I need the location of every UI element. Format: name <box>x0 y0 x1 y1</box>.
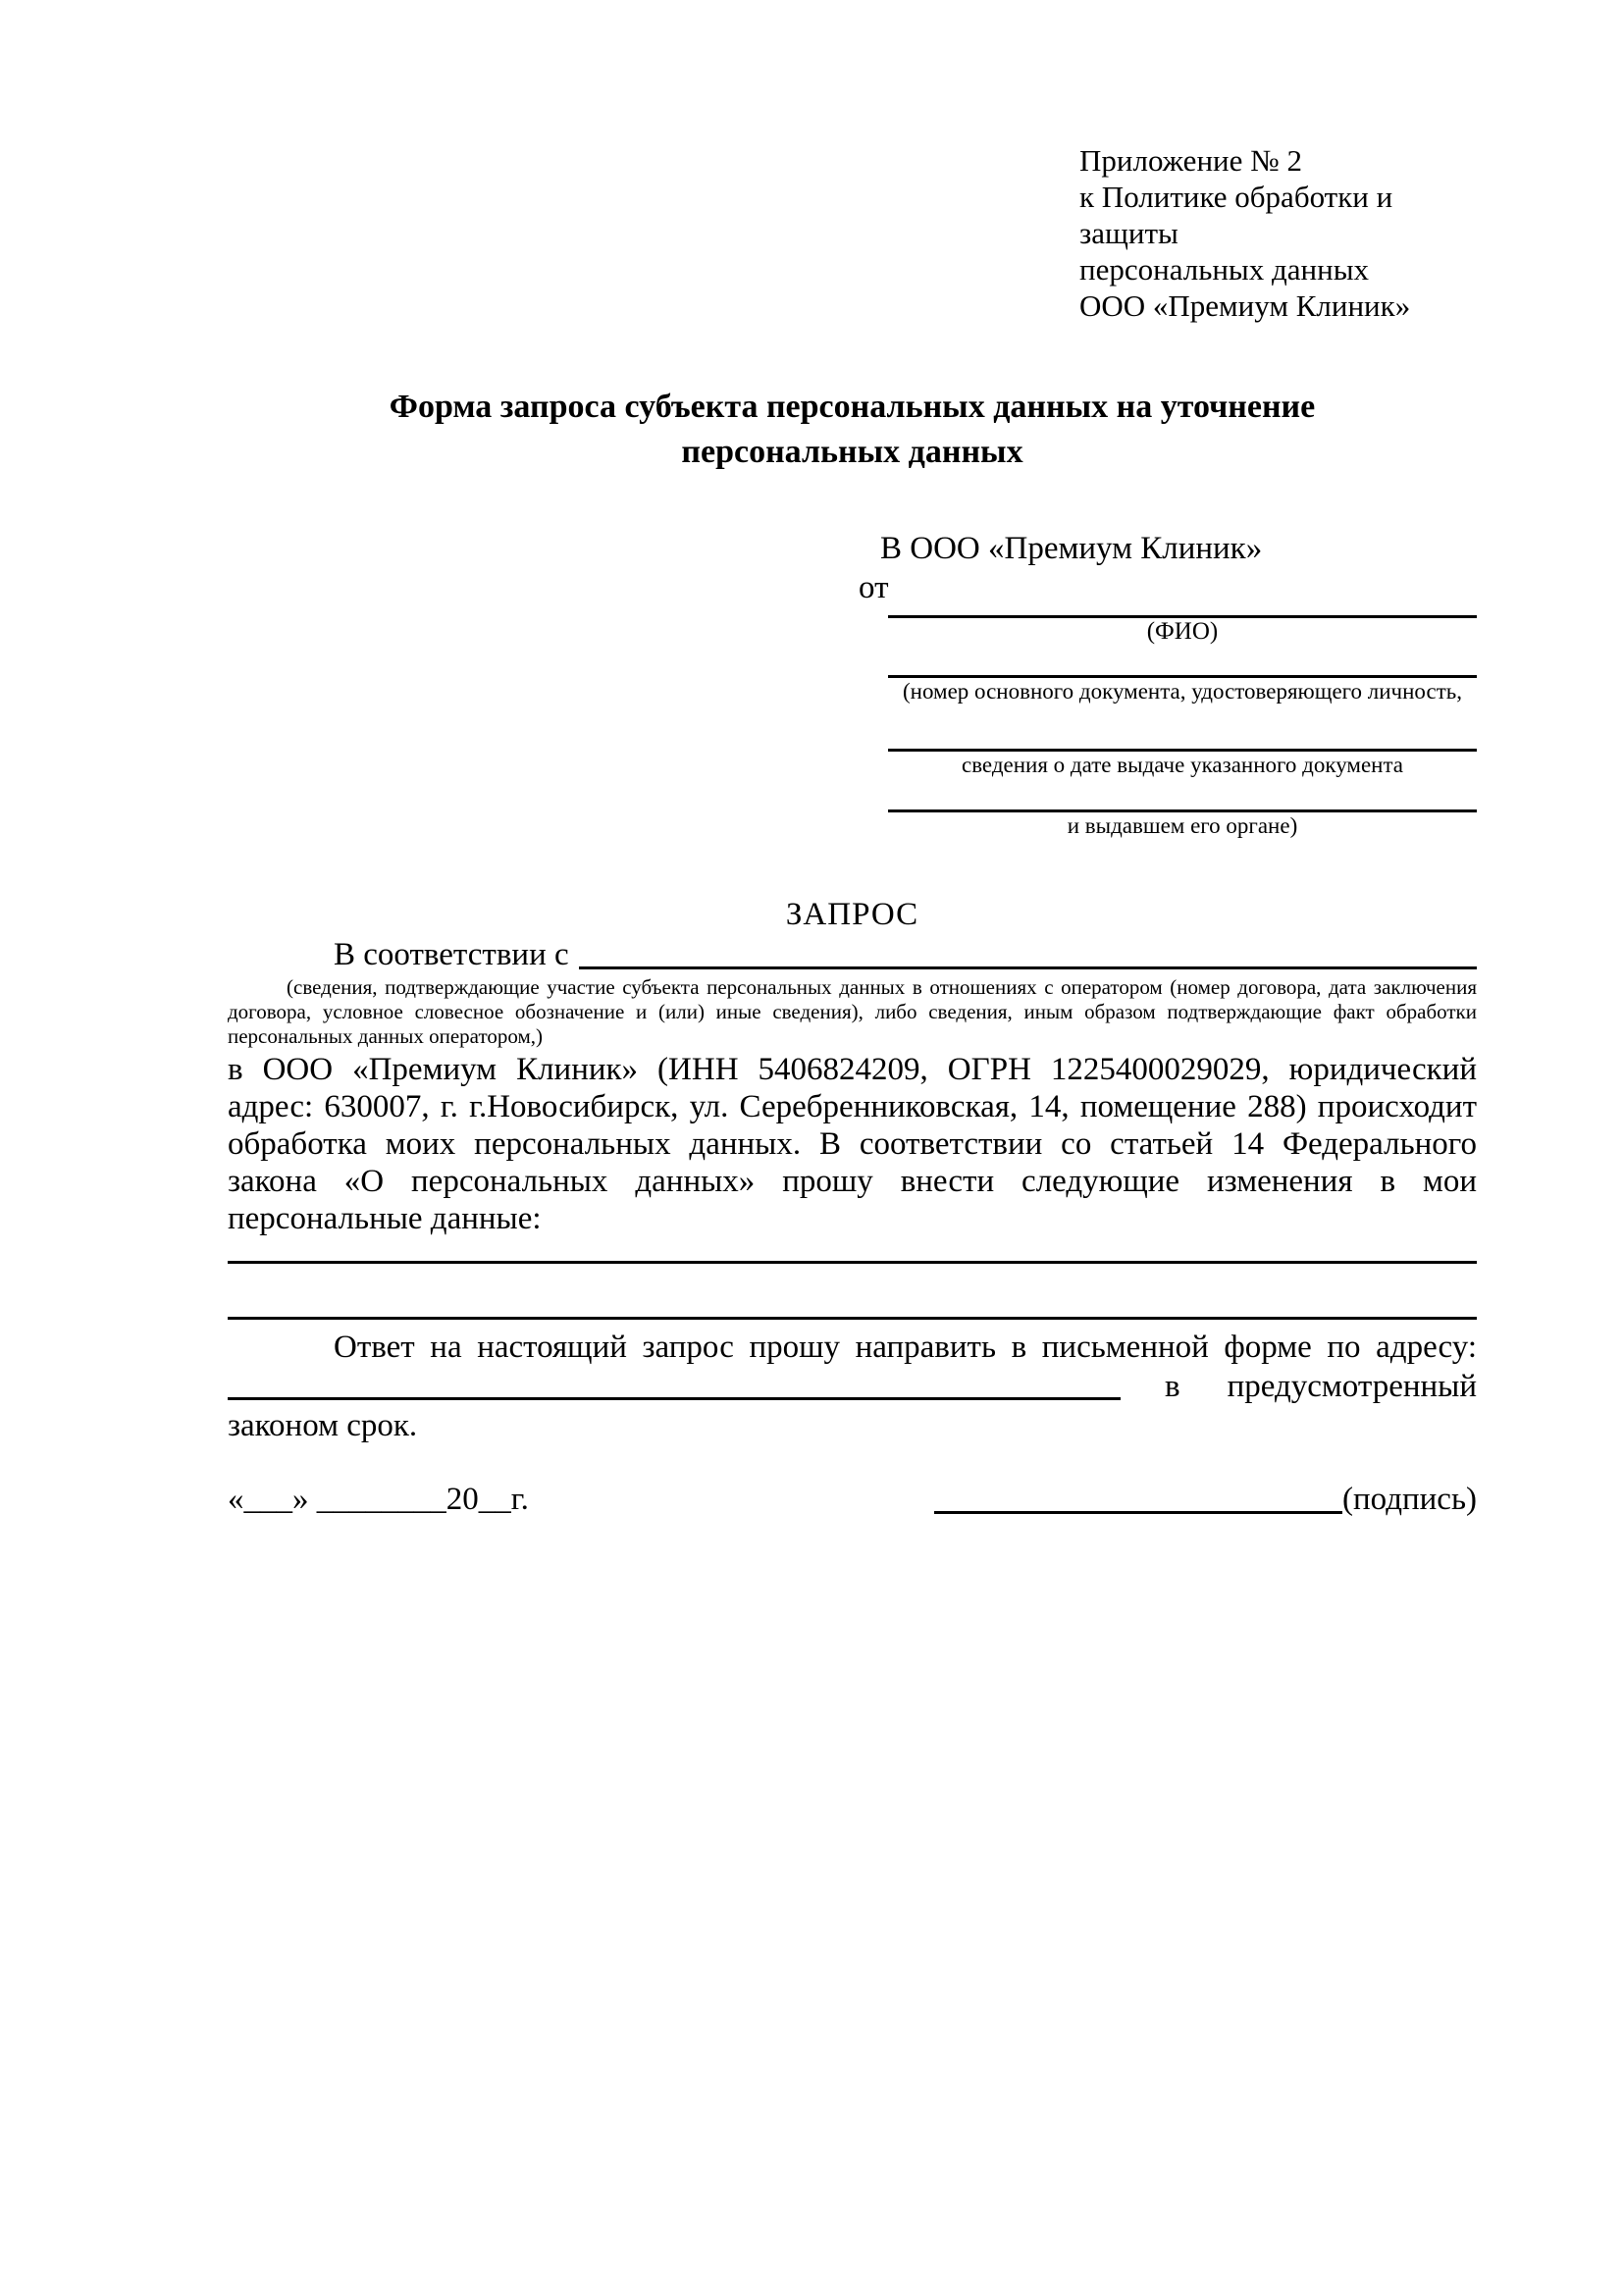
reply-address-row <box>228 1367 1477 1406</box>
addressee-from-label: от <box>859 570 889 605</box>
issuing-authority-caption: и выдавшем его органе) <box>1067 813 1298 838</box>
fio-field <box>888 615 1477 646</box>
basis-input-line[interactable] <box>579 966 1477 969</box>
form-title-line: персональных данных <box>681 434 1023 470</box>
reply-sentence-end: законом срок. <box>228 1408 418 1443</box>
changes-input-line-1[interactable] <box>228 1261 1477 1264</box>
date-template[interactable]: «___» ________20__г. <box>228 1482 529 1517</box>
appendix-line: ООО «Премиум Клиник» <box>1079 288 1411 323</box>
issuing-authority-field <box>888 809 1477 840</box>
signature-caption: (подпись) <box>1342 1482 1477 1517</box>
form-title <box>228 385 1477 475</box>
appendix-note <box>1079 142 1477 324</box>
reply-address-input-line[interactable] <box>228 1397 1121 1400</box>
reply-word: предусмотренный <box>1227 1369 1477 1404</box>
appendix-line: Приложение № 2 <box>1079 143 1302 178</box>
basis-label: В соответствии с <box>334 937 569 972</box>
basis-row <box>228 934 1477 975</box>
date-signature-row <box>228 1479 1477 1520</box>
request-heading: ЗАПРОС <box>785 897 919 932</box>
signature-input-line[interactable] <box>934 1511 1342 1514</box>
issue-date-field <box>888 749 1477 779</box>
fio-caption: (ФИО) <box>1146 618 1219 645</box>
appendix-line: к Политике обработки и защиты <box>1079 180 1393 250</box>
reply-sentence: Ответ на настоящий запрос прошу направить в письменной форме по адресу: <box>334 1330 1477 1365</box>
addressee-block <box>859 529 1477 840</box>
reply-word: в <box>1165 1369 1180 1404</box>
changes-input-line-2[interactable] <box>228 1317 1477 1320</box>
document-number-field <box>888 675 1477 705</box>
appendix-line: персональных данных <box>1079 252 1370 287</box>
request-body: в ООО «Премиум Клиник» (ИНН 5406824209, ОГРН 1225400029029, юридический адрес: 630007, г. г.Новосибирск, ул. Серебренниковская, 14, помещение 288) происходит обработка моих персональных данных. В соответствии со статьей 14 Федерального закона «О персональных данных» прошу внести следующие изменения в мои персональные данные: <box>228 1052 1477 1236</box>
issue-date-caption: сведения о дате выдаче указанного документа <box>961 753 1404 777</box>
form-title-line: Форма запроса субъекта персональных данных на уточнение <box>389 389 1316 425</box>
document-number-caption: (номер основного документа, удостоверяющего личность, <box>902 679 1462 704</box>
basis-fine-print: (сведения, подтверждающие участие субъекта персональных данных в отношениях с оператором (номер договора, дата заключения договора, условное словесное обозначение и (или) иные сведения), либо сведения, иным образом подтверждающие факт обработки персональных данных оператором,) <box>228 975 1477 1048</box>
addressee-to: В ООО «Премиум Клиник» <box>880 531 1263 566</box>
